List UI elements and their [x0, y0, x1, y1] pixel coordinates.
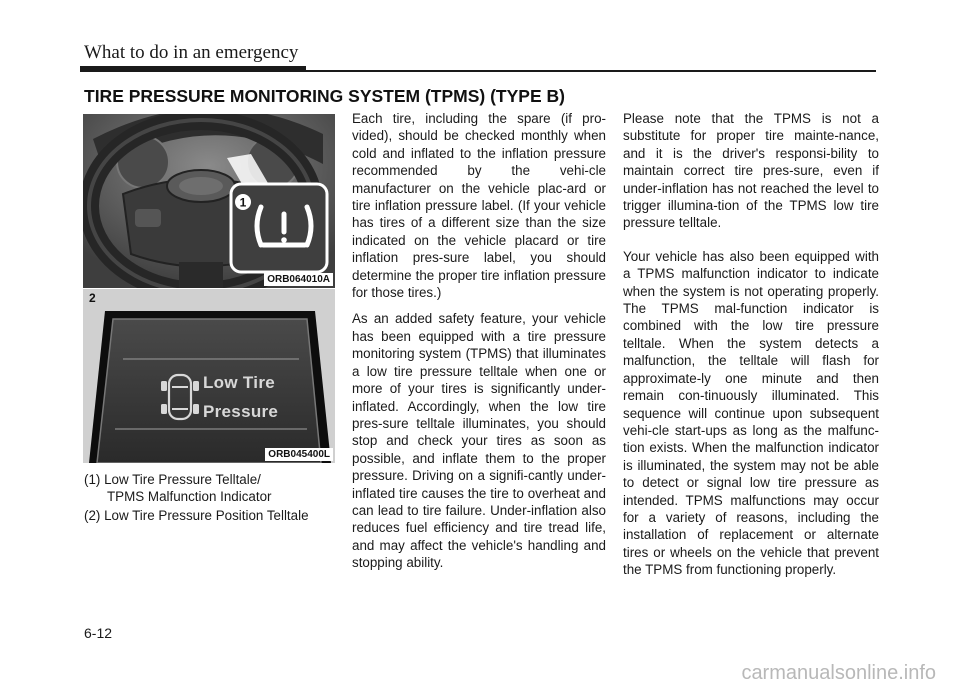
figure-code: ORB064010A [264, 273, 333, 286]
section-title: TIRE PRESSURE MONITORING SYSTEM (TPMS) (TYPE B) [84, 86, 565, 106]
callout-number: 1 [239, 195, 247, 210]
figure-number: 2 [89, 291, 96, 305]
figure-code: ORB045400L [265, 448, 333, 461]
caption-item-1-line2: TPMS Malfunction Indicator [107, 489, 272, 504]
header-rule [80, 70, 876, 72]
page-number: 6-12 [84, 625, 113, 641]
watermark-text: carmanualsonline.info [741, 662, 936, 684]
body-column-3 [623, 110, 879, 588]
body-column-2 [352, 110, 606, 581]
paragraph: As an added safety feature, your vehicle has been equipped with a tire pressure monitoring system (TPMS) that illuminates a low tire pressure telltale when one or more of your tires is significantly under-inflated. Accordingly, when the low tire pres-sure telltale illuminates, you should stop and check your tires as soon as possible, and inflate them to the proper pressure. Driving on a signifi-cantly under-inflated tire causes the tire to overheat and can lead to tire failure. Under-inflation also reduces fuel efficiency and tire tread life, and may affect the vehicle's handling and stopping ability. [352, 311, 606, 571]
caption-item-2: (2) Low Tire Pressure Position Telltale [84, 508, 309, 523]
paragraph: Please note that the TPMS is not a substitute for proper tire mainte-nance, and it is the driver's responsi-bility to maintain correct tire pres-sure, even if under-inflation has not reached the level to trigger illumina-tion of the TPMS low tire pressure telltale. [623, 111, 879, 231]
figure-steering-wheel [83, 114, 335, 288]
paragraph: Each tire, including the spare (if pro-vided), should be checked monthly when cold and inflated to the inflation pressure recommended by the vehi-cle manufacturer on the vehicle plac-ard or tire inflation pressure label. (If your vehicle has tires of a different size than the size indicated on the vehicle placard or tire inflation pres-sure label, you should determine the proper tire inflation pressure for those tires.) [352, 111, 606, 301]
caption-item-1 [84, 471, 344, 505]
lcd-message-line2: Pressure [203, 402, 279, 421]
paragraph: Your vehicle has also been equipped with a TPMS malfunction indicator to indicate when the system is not operating properly. The TPMS mal-function indicator is combined with the low tire pressure telltale. When the system detects a malfunction, the telltale will flash for approximate-ly one minute and then remain con-tinuously illuminated. This sequence will continue upon subsequent vehi-cle start-ups as long as the malfunc-tion exists. When the malfunction indicator is illuminated, the system may not be able to detect or signal low tire pressure as intended. TPMS malfunctions may occur for a variety of reasons, including the installation of replacement or alternate tires or wheels on the vehicle that prevent the TPMS from functioning properly. [623, 248, 879, 578]
figure-lcd-display [83, 289, 335, 463]
lcd-message-line1: Low Tire [203, 373, 275, 392]
caption-item-1-line1: (1) Low Tire Pressure Telltale/ [84, 472, 261, 487]
steering-wheel-illustration [83, 114, 335, 288]
chapter-title: What to do in an emergency [84, 42, 299, 63]
